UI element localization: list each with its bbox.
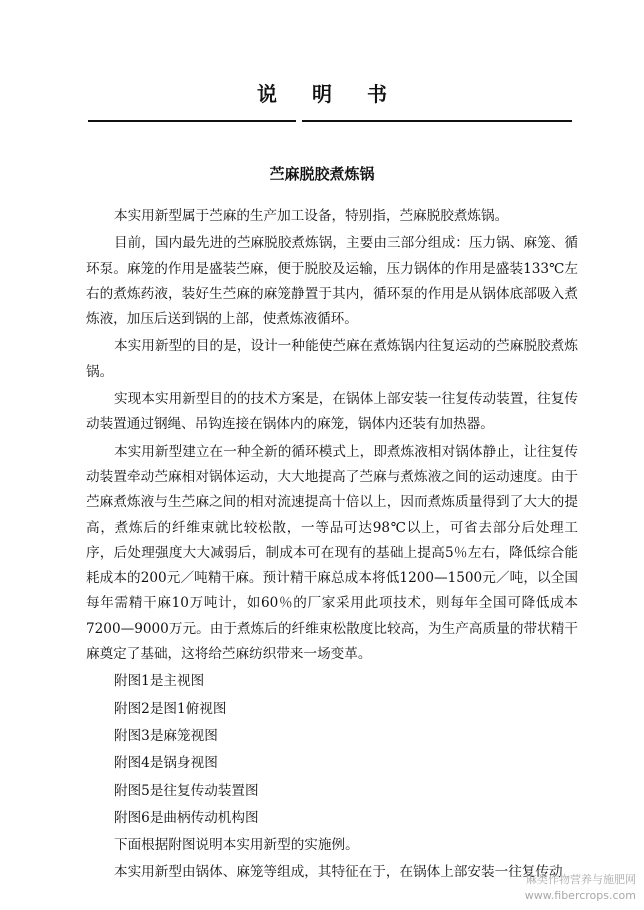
figure-caption-4: 附图4是锅身视图 <box>114 755 218 772</box>
site-watermark <box>525 872 636 904</box>
title-rule-left <box>88 120 296 122</box>
figure-caption-1: 附图1是主视图 <box>114 673 205 690</box>
watermark-line-2: www.fibercrops.com <box>524 889 636 902</box>
figure-caption-5: 附图5是往复传动装置图 <box>114 782 259 799</box>
figure-caption-6: 附图6是曲柄传动机构图 <box>114 809 259 826</box>
paragraph: 本实用新型的目的是，设计一种能使苎麻在煮炼锅内往复运动的苎麻脱胶煮炼锅。 <box>86 338 578 380</box>
closing-line: 下面根据附图说明本实用新型的实施例。 <box>114 837 359 854</box>
title-rule-right <box>302 120 572 122</box>
paragraph: 本实用新型建立在一种全新的循环模式上，即煮炼液相对锅体静止，让往复传动装置牵动苎麻相对锅体运动，大大地提高了苎麻与煮炼液之间的运动速度。由于苎麻煮炼液与生苎麻之间的相对流速提高十倍以上，因而煮炼质量得到了大大的提高，煮炼后的纤维束就比较松散，一等品可达98℃以上，可省去部分后处理工序，后处理强度大大减弱后，制成本可在现有的基础上提高5％左右，降低综合能耗成本的200元／吨精干麻。预计精干麻总成本将低1200—1500元／吨，以全国每年需精干麻10万吨计，如60％的厂家采用此项技术，则每年全国可降低成本7200—9000万元。由于煮炼后的纤维束松散度比较高，为生产高质量的带状精干麻奠定了基础，这将给苎麻纺织带来一场变革。 <box>86 443 578 663</box>
document-subtitle: 苎麻脱胶煮炼锅 <box>269 165 375 183</box>
figure-caption-2: 附图2是图1俯视图 <box>114 700 227 717</box>
paragraph: 本实用新型属于苎麻的生产加工设备，特别指，苎麻脱胶煮炼锅。 <box>114 208 509 224</box>
closing-paragraph: 本实用新型由锅体、麻笼等组成，其特征在于，在锅体上部安装一往复传动 <box>114 864 563 881</box>
paragraph: 目前，国内最先进的苎麻脱胶煮炼锅，主要由三部分组成：压力锅、麻笼、循环泵。麻笼的作用是盛装苎麻，便于脱胶及运输，压力锅体的作用是盛装133℃左右的煮炼药液，装好生苎麻的麻笼静置于其内，循环泵的作用是从锅体底部吸入煮炼液，加压后送到锅的上部，使煮炼液循环。 <box>86 235 578 328</box>
watermark-line-1: 麻类作物营养与施肥网 <box>526 873 636 886</box>
figure-caption-3: 附图3是麻笼视图 <box>114 727 218 744</box>
paragraph: 实现本实用新型目的的技术方案是，在锅体上部安装一往复传动装置，往复传动装置通过钢绳、吊钩连接在锅体内的麻笼，锅体内还装有加热器。 <box>86 391 578 433</box>
document-body <box>86 204 578 888</box>
document-title: 说 明 书 <box>257 82 387 106</box>
